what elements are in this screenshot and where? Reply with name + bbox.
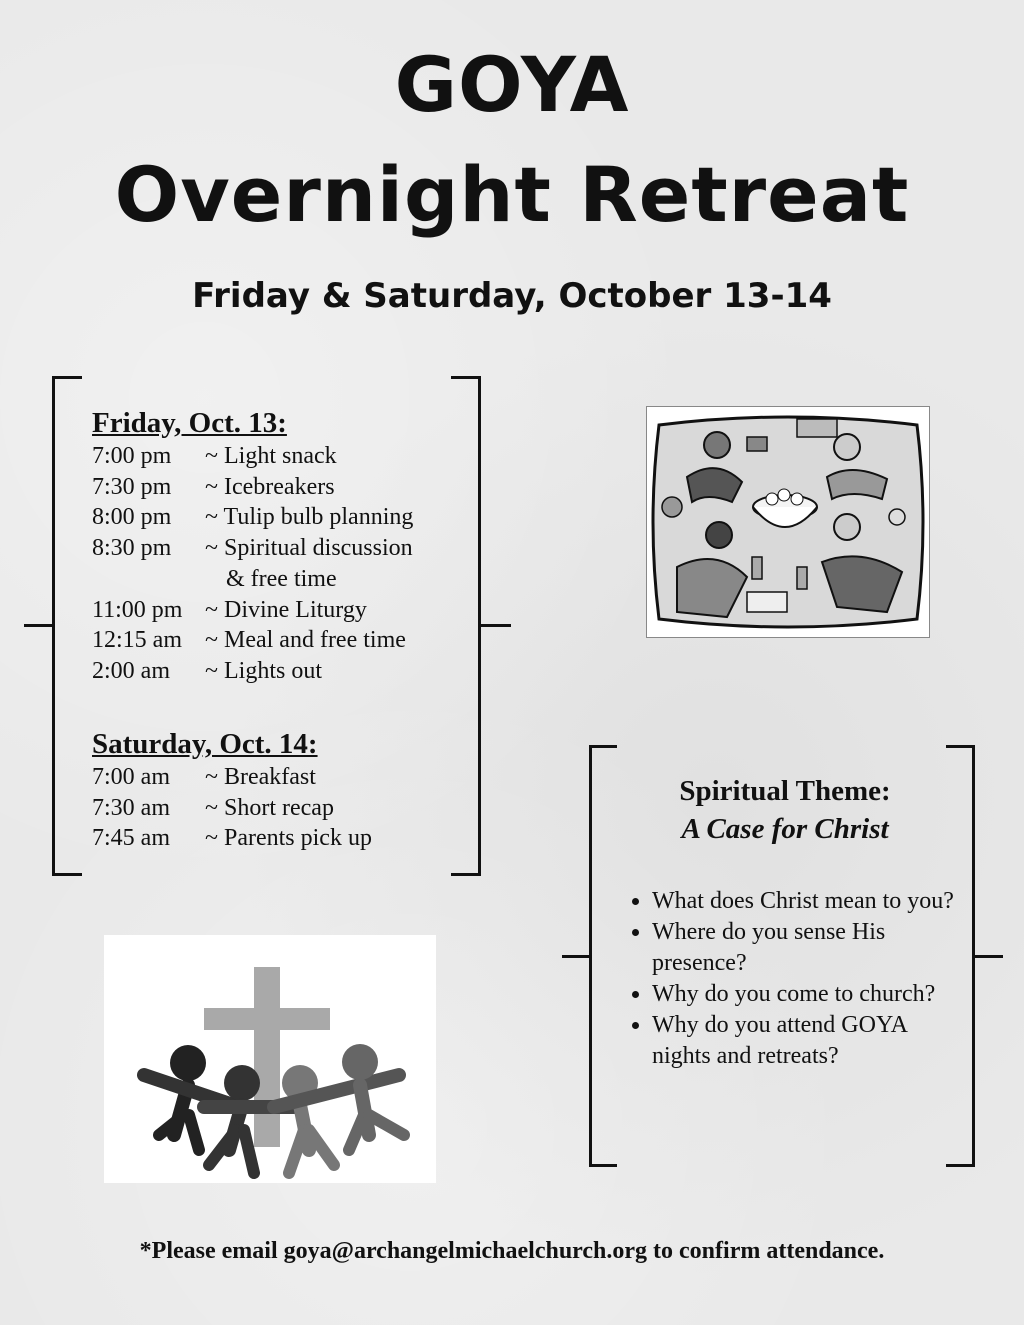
schedule-row [92,595,413,626]
schedule-time: 7:00 pm [92,443,172,469]
schedule-time: 8:00 pm [92,504,172,531]
schedule-activity: ~ Parents pick up [205,825,372,852]
theme-question: • What does Christ mean to you? [652,886,960,917]
schedule-activity: ~ Lights out [205,657,322,684]
schedule-activity: ~ Short recap [205,794,334,821]
sleepover-illustration [646,406,930,638]
schedule-continuation: & free time [226,565,337,592]
schedule-activity: ~ Divine Liturgy [205,596,367,623]
theme-questions [610,886,960,1072]
title-goya: GOYA [394,40,630,129]
cross-icon [104,935,436,1183]
schedule-time: 8:30 pm [92,535,172,562]
theme-subtitle: A Case for Christ [681,813,889,845]
theme-question: • Where do you sense His presence? [652,917,960,979]
friday-schedule [92,405,413,687]
schedule-row [92,793,372,824]
schedule-activity: ~ Tulip bulb planning [205,504,414,531]
schedule-time: 11:00 pm [92,596,183,623]
friday-heading: Friday, Oct. 13: [92,407,287,439]
schedule-time: 2:00 am [92,657,170,684]
spiritual-theme [610,772,960,1072]
cross-community-illustration [104,935,436,1183]
schedule-row [92,823,372,854]
saturday-heading: Saturday, Oct. 14: [92,728,318,760]
schedule-time: 12:15 am [92,627,182,654]
schedule-row [92,502,413,533]
schedule-row [92,656,413,687]
schedule-row [92,441,413,472]
schedule-time: 7:30 am [92,794,170,821]
schedule-activity: ~ Icebreakers [205,473,335,500]
schedule-activity: ~ Meal and free time [205,627,406,654]
schedule-time: 7:30 pm [92,473,172,500]
rsvp-note: *Please email goya@archangelmichaelchurch.org to confirm attendance. [139,1238,885,1264]
schedule-row [92,625,413,656]
schedule-activity: ~ Spiritual discussion [205,535,413,562]
theme-question: • Why do you attend GOYA nights and retreats? [652,1010,960,1072]
schedule-time: 7:00 am [92,764,170,790]
schedule-row [92,762,372,793]
theme-heading: Spiritual Theme: [679,775,891,807]
schedule-row [92,472,413,503]
theme-question: • Why do you come to church? [652,979,960,1010]
saturday-schedule [92,726,372,854]
schedule-time: 7:45 am [92,825,170,852]
schedule-activity: ~ Breakfast [205,764,316,790]
schedule-activity: ~ Light snack [205,443,337,469]
event-dates: Friday & Saturday, October 13-14 [192,276,832,316]
title-overnight-retreat: Overnight Retreat [114,150,910,239]
schedule-row [92,533,413,564]
sleepover-icon [647,407,929,637]
